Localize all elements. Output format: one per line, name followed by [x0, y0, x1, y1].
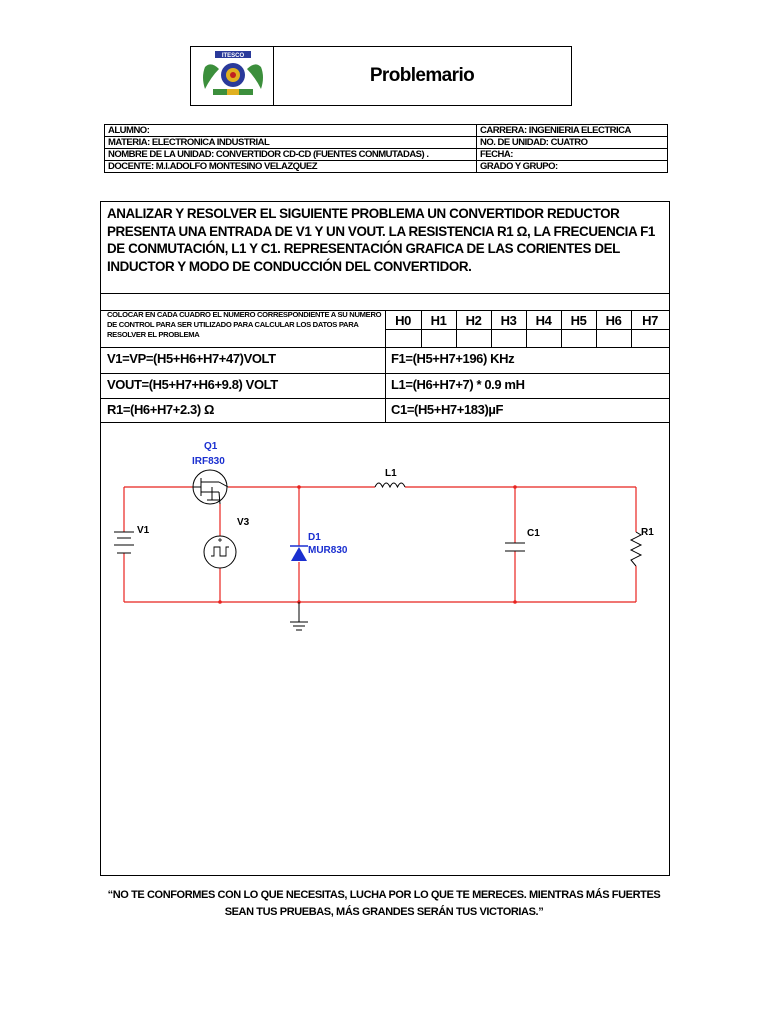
q1-label: Q1 — [204, 441, 218, 452]
formula-c1: C1=(H5+H7+183)µF — [391, 402, 504, 417]
circuit-wires — [124, 487, 636, 602]
d1-diode-symbol — [290, 546, 308, 561]
motivational-quote: “NO TE CONFORMES CON LO QUE NECESITAS, LUCHA POR LO QUE TE MERECES. MIENTRAS MÁS FUERTES SEAN TUS PRUEBAS, MÁS GRANDES SERÁN TUS VICTORIAS.” — [107, 889, 661, 918]
ground-symbol — [290, 602, 308, 630]
c1-capacitor-symbol — [505, 543, 525, 551]
instructions-text: COLOCAR EN CADA CUADRO EL NUMERO CORRESPONDIENTE A SU NUMERO DE CONTROL PARA SER UTILIZADO PARA CALCULAR LOS DATOS PARA RESOLVER EL PROBLEMA — [107, 310, 382, 340]
v3-pulse-source-symbol — [204, 536, 236, 568]
formula-r1: R1=(H6+H7+2.3) Ω — [107, 402, 214, 417]
formula-vout: VOUT=(H5+H7+H6+9.8) VOLT — [107, 377, 278, 392]
alumno-cell: ALUMNO: — [105, 125, 477, 137]
h-label: H5 — [570, 312, 587, 328]
page-title: Problemario — [369, 65, 475, 86]
grado-grupo-cell: GRADO Y GRUPO: — [477, 161, 668, 173]
q1-part-label: IRF830 — [192, 456, 225, 467]
v1-label: V1 — [137, 525, 150, 536]
q1-mosfet-symbol — [193, 470, 228, 504]
d1-label: D1 — [308, 532, 321, 543]
v1-battery-symbol — [114, 532, 134, 553]
formula-f1: F1=(H5+H7+196) KHz — [391, 351, 515, 366]
formula-l1: L1=(H6+H7+7) * 0.9 mH — [391, 377, 525, 392]
fecha-cell: FECHA: — [477, 149, 668, 161]
junction-dots — [218, 485, 517, 604]
svg-text:ITESCO: ITESCO — [221, 53, 245, 59]
d1-part-label: MUR830 — [308, 545, 348, 556]
h-label: H1 — [430, 312, 447, 328]
r1-resistor-symbol — [631, 532, 641, 566]
h-label: H3 — [500, 312, 517, 328]
h-label: H4 — [535, 312, 552, 328]
formula-v1: V1=VP=(H5+H6+H7+47)VOLT — [107, 351, 276, 366]
l1-inductor-symbol — [375, 483, 405, 487]
h-label: H6 — [605, 312, 622, 328]
materia-cell: MATERIA: ELECTRONICA INDUSTRIAL — [105, 137, 477, 149]
docente-cell: DOCENTE: M.I.ADOLFO MONTESINO VELAZQUEZ — [105, 161, 477, 173]
h-label: H0 — [395, 312, 411, 328]
l1-label: L1 — [385, 468, 397, 479]
h-label: H2 — [465, 312, 482, 328]
unidad-cell: NO. DE UNIDAD: CUATRO — [477, 137, 668, 149]
v3-label: V3 — [237, 517, 250, 528]
problem-statement: ANALIZAR Y RESOLVER EL SIGUIENTE PROBLEMA UN CONVERTIDOR REDUCTOR PRESENTA UNA ENTRADA DE V1 Y UN VOUT. LA RESISTENCIA R1 Ω, LA FRECUENCIA F1 DE CONMUTACIÓN, L1 Y C1. REPRESENTACIÓN GRAFICA DE LAS CORIENTES DEL INDUCTOR Y MODO DE CONDUCCIÓN DEL CONVERTIDOR. — [101, 202, 669, 294]
h-label: H7 — [642, 312, 658, 328]
c1-label: C1 — [527, 528, 540, 539]
nombre-unidad-cell: NOMBRE DE LA UNIDAD: CONVERTIDOR CD-CD (FUENTES CONMUTADAS) . — [105, 149, 477, 161]
r1-label: R1 — [641, 527, 654, 538]
carrera-cell: CARRERA: INGENIERIA ELECTRICA — [477, 125, 668, 137]
